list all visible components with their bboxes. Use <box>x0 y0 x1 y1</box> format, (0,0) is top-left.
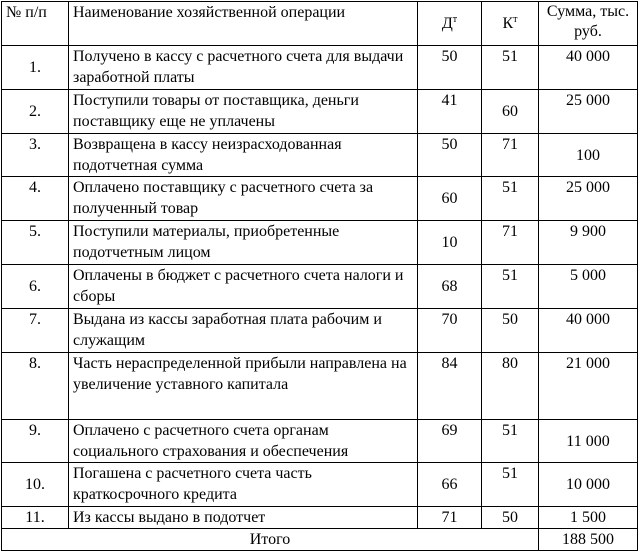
table-row <box>2 90 638 134</box>
row-debit: 60 <box>418 177 482 221</box>
row-sum: 1 500 <box>539 507 638 529</box>
row-num: 2. <box>2 90 69 134</box>
row-credit: 80 <box>482 353 539 420</box>
row-credit: 51 <box>482 420 539 463</box>
row-credit: 51 <box>482 463 539 507</box>
row-sum: 40 000 <box>539 309 638 353</box>
row-credit: 51 <box>482 265 539 309</box>
row-sum: 40 000 <box>539 46 638 90</box>
row-num: 9. <box>2 420 69 463</box>
header-credit-sup: т <box>513 14 518 25</box>
row-debit: 70 <box>418 309 482 353</box>
header-debit <box>418 2 482 46</box>
row-debit: 10 <box>418 221 482 265</box>
operations-table <box>1 1 638 551</box>
row-operation: Погашена с расчетного счета часть краткосрочного кредита <box>69 463 418 507</box>
row-operation: Поступили материалы, приобретенные подотчетным лицом <box>69 221 418 265</box>
total-row <box>2 529 638 551</box>
row-sum: 5 000 <box>539 265 638 309</box>
row-num: 8. <box>2 353 69 420</box>
header-credit <box>482 2 539 46</box>
row-num: 4. <box>2 177 69 221</box>
row-operation: Получено в кассу с расчетного счета для выдачи заработной платы <box>69 46 418 90</box>
table-row <box>2 309 638 353</box>
table-row <box>2 46 638 90</box>
row-sum: 21 000 <box>539 353 638 420</box>
row-debit: 69 <box>418 420 482 463</box>
header-debit-label: Д <box>441 15 453 32</box>
row-operation: Из кассы выдано в подотчет <box>69 507 418 529</box>
row-sum: 25 000 <box>539 177 638 221</box>
row-sum: 11 000 <box>539 420 638 463</box>
row-debit: 84 <box>418 353 482 420</box>
row-operation: Поступили товары от поставщика, деньги поставщику еще не уплачены <box>69 90 418 134</box>
table-row <box>2 463 638 507</box>
table-row <box>2 420 638 463</box>
row-debit: 66 <box>418 463 482 507</box>
row-num: 1. <box>2 46 69 90</box>
row-num: 3. <box>2 134 69 177</box>
row-operation: Оплачено с расчетного счета органам социального страхования и обеспечения <box>69 420 418 463</box>
row-debit: 50 <box>418 134 482 177</box>
row-num: 7. <box>2 309 69 353</box>
header-num: № п/п <box>2 2 69 46</box>
row-operation: Оплачены в бюджет с расчетного счета налоги и сборы <box>69 265 418 309</box>
row-num: 5. <box>2 221 69 265</box>
row-debit: 50 <box>418 46 482 90</box>
header-credit-label: К <box>502 15 514 32</box>
row-operation: Выдана из кассы заработная плата рабочим и служащим <box>69 309 418 353</box>
row-sum: 9 900 <box>539 221 638 265</box>
row-credit: 71 <box>482 134 539 177</box>
header-debit-sup: т <box>452 14 458 25</box>
row-sum: 10 000 <box>539 463 638 507</box>
table-row <box>2 507 638 529</box>
table-row <box>2 177 638 221</box>
header-sum: Сумма, тыс. руб. <box>539 2 638 46</box>
row-debit: 41 <box>418 90 482 134</box>
row-debit: 71 <box>418 507 482 529</box>
row-credit: 60 <box>482 90 539 134</box>
table-row <box>2 265 638 309</box>
total-sum: 188 500 <box>539 529 638 551</box>
row-credit: 50 <box>482 309 539 353</box>
row-operation: Часть нераспределенной прибыли направлена на увеличение уставного капитала <box>69 353 418 420</box>
row-operation: Оплачено поставщику с расчетного счета за полученный товар <box>69 177 418 221</box>
row-credit: 51 <box>482 46 539 90</box>
row-credit: 51 <box>482 177 539 221</box>
row-num: 6. <box>2 265 69 309</box>
header-row <box>2 2 638 46</box>
row-credit: 50 <box>482 507 539 529</box>
row-num: 11. <box>2 507 69 529</box>
table-row <box>2 134 638 177</box>
row-sum: 100 <box>539 134 638 177</box>
row-debit: 68 <box>418 265 482 309</box>
table-row <box>2 353 638 420</box>
total-label: Итого <box>2 529 539 551</box>
row-operation: Возвращена в кассу неизрасходованная подотчетная сумма <box>69 134 418 177</box>
header-operation: Наименование хозяйственной операции <box>69 2 418 46</box>
table-row <box>2 221 638 265</box>
row-num: 10. <box>2 463 69 507</box>
row-sum: 25 000 <box>539 90 638 134</box>
row-credit: 71 <box>482 221 539 265</box>
